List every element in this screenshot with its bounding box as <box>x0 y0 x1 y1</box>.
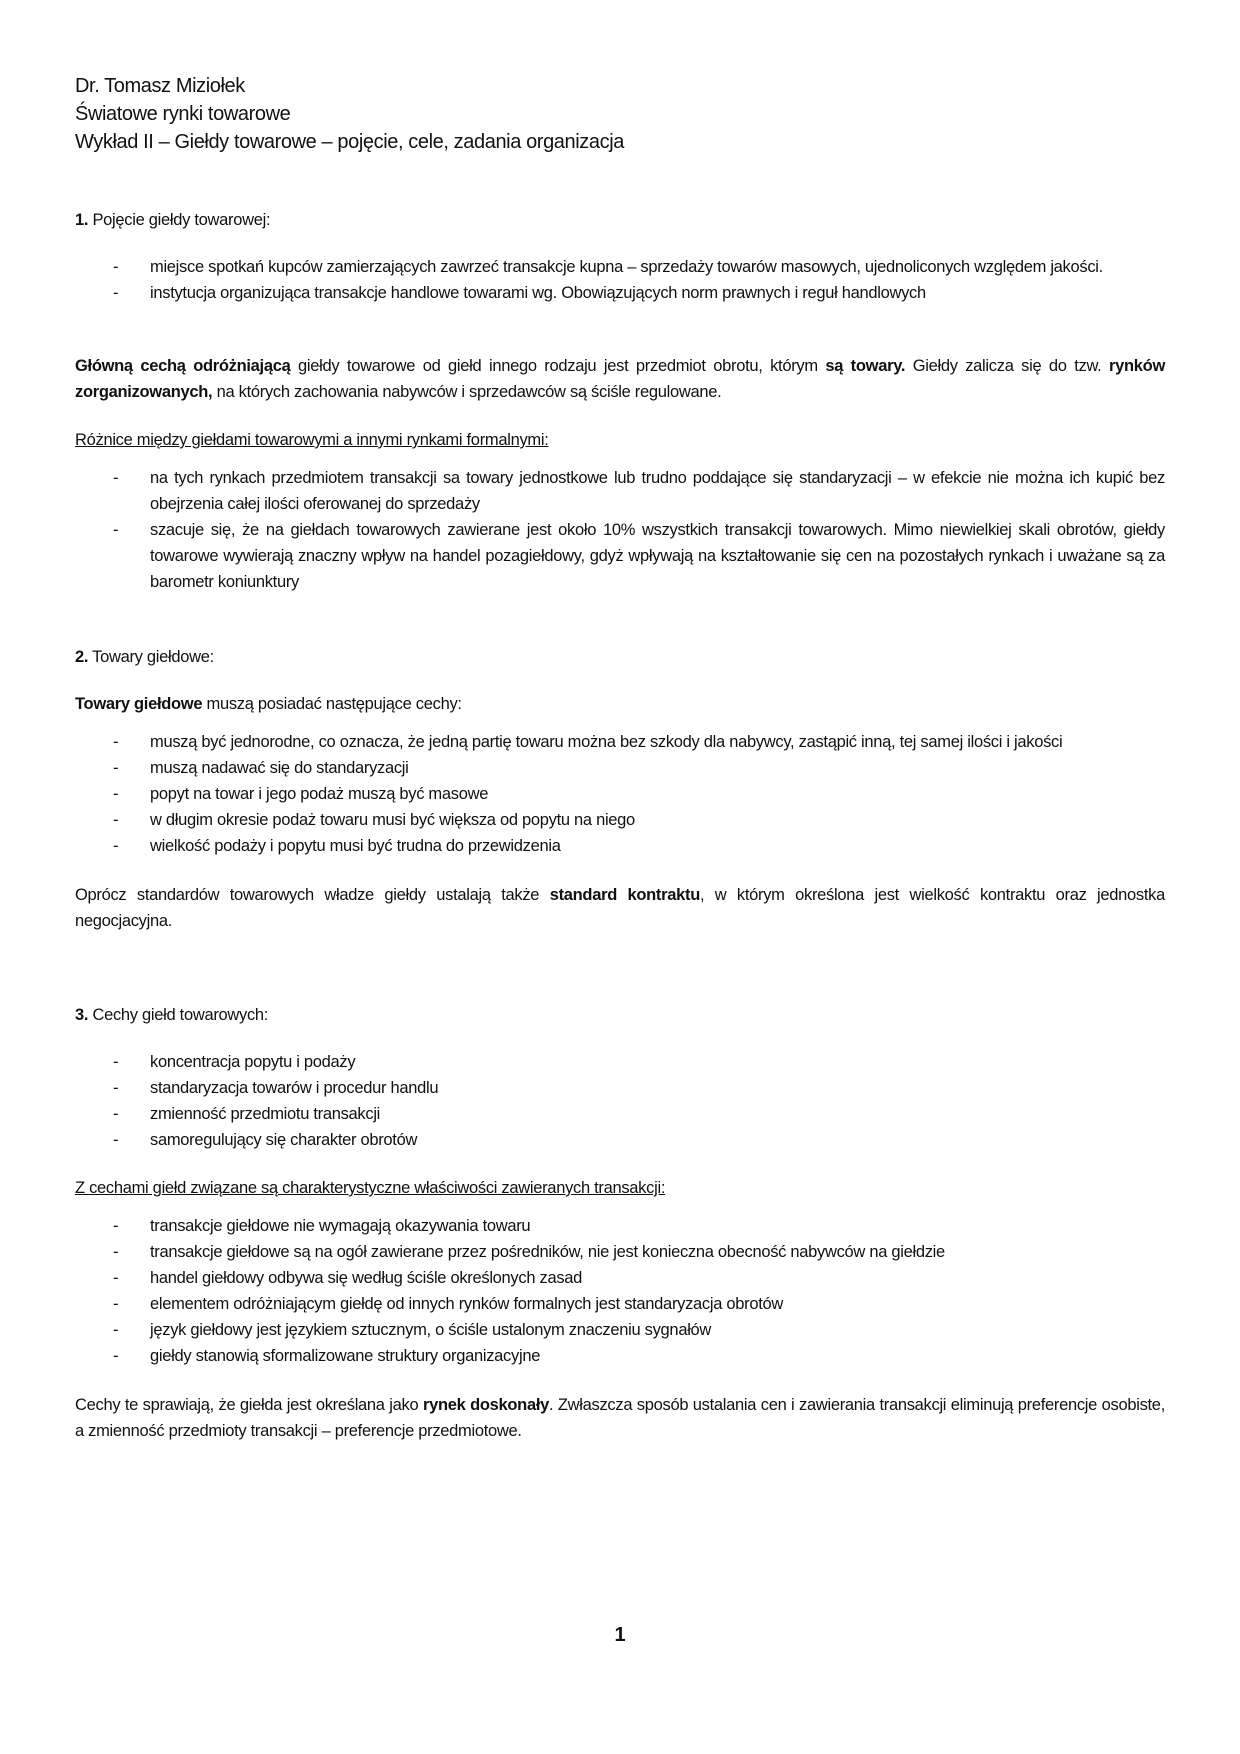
bullet-dash: - <box>113 837 119 855</box>
bullet-dash: - <box>113 521 119 539</box>
differences-bullets <box>75 465 1165 595</box>
bullet-dash: - <box>113 785 119 803</box>
document-header <box>75 72 1165 156</box>
bold-text: Główną cechą odróżniającą <box>75 357 291 375</box>
bullet-dash: - <box>113 759 119 777</box>
contract-standard-paragraph <box>75 882 1165 934</box>
list-item <box>75 1239 1165 1265</box>
bold-text: Towary giełdowe <box>75 695 203 713</box>
transactions-bullets <box>75 1213 1165 1369</box>
course-title: Światowe rynki towarowe <box>75 103 291 125</box>
page-number: 1 <box>614 1624 626 1646</box>
list-item-text: giełdy stanowią sformalizowane struktury organizacyjne <box>150 1347 541 1365</box>
underlined-heading: Z cechami giełd związane są charakterystyczne właściwości zawieranych transakcji: <box>75 1179 666 1197</box>
list-item-text: samoregulujący się charakter obrotów <box>150 1131 418 1149</box>
list-item <box>75 1317 1165 1343</box>
transactions-heading <box>75 1175 1165 1201</box>
text: giełdy towarowe od giełd innego rodzaju jest przedmiot obrotu, którym <box>290 357 826 375</box>
lecture-title: Wykład II – Giełdy towarowe – pojęcie, cele, zadania organizacja <box>75 131 624 153</box>
text: muszą posiadać następujące cechy: <box>202 695 462 713</box>
bullet-dash: - <box>113 469 119 487</box>
list-item <box>75 1291 1165 1317</box>
text: Giełdy zalicza się do tzw. <box>905 357 1110 375</box>
section-2-heading <box>75 644 1165 670</box>
author: Dr. Tomasz Miziołek <box>75 75 245 97</box>
bullet-dash: - <box>113 1217 119 1235</box>
bullet-dash: - <box>113 811 119 829</box>
list-item <box>75 729 1165 755</box>
list-item-text: wielkość podaży i popytu musi być trudna do przewidzenia <box>150 837 561 855</box>
bullet-dash: - <box>113 1269 119 1287</box>
main-feature-paragraph <box>75 353 1165 405</box>
bold-text: rynek doskonały <box>422 1396 549 1414</box>
section-number: 3. <box>75 1006 89 1024</box>
list-item-text: w długim okresie podaż towaru musi być większa od popytu na niego <box>150 811 635 829</box>
bullet-dash: - <box>113 1105 119 1123</box>
bullet-dash: - <box>113 258 119 276</box>
list-item <box>75 833 1165 859</box>
bullet-dash: - <box>113 1321 119 1339</box>
list-item-text: transakcje giełdowe są na ogół zawierane przez pośredników, nie jest konieczna obecność nabywców na giełdzie <box>150 1243 945 1261</box>
text: , w którym określona jest wielkość kontraktu oraz jednostka negocjacyjna. <box>75 886 1165 930</box>
section-1-bullets <box>75 254 1165 306</box>
underlined-heading: Różnice między giełdami towarowymi a innymi rynkami formalnymi: <box>75 431 549 449</box>
list-item-text: elementem odróżniającym giełdę od innych rynków formalnych jest standaryzacja obrotów <box>150 1295 783 1313</box>
list-item-text: muszą nadawać się do standaryzacji <box>150 759 409 777</box>
list-item-text: na tych rynkach przedmiotem transakcji sa towary jednostkowe lub trudno poddające się standaryzacji – w efekcie nie można ich kupić bez obejrzenia całej ilości oferowanej do sprzedaży <box>150 469 1165 513</box>
bold-text: rynków zorganizowanych, <box>75 357 1165 401</box>
text: Cechy te sprawiają, że giełda jest określana jako <box>75 1396 423 1414</box>
section-title: Cechy giełd towarowych: <box>92 1006 269 1024</box>
list-item-text: handel giełdowy odbywa się według ściśle określonych zasad <box>150 1269 583 1287</box>
list-item <box>75 781 1165 807</box>
list-item <box>75 1075 1165 1101</box>
list-item <box>75 1049 1165 1075</box>
bullet-dash: - <box>113 1079 119 1097</box>
list-item <box>75 1127 1165 1153</box>
bold-text: standard kontraktu <box>549 886 700 904</box>
list-item-text: transakcje giełdowe nie wymagają okazywania towaru <box>150 1217 531 1235</box>
list-item <box>75 254 1165 280</box>
section-title: Towary giełdowe: <box>92 648 214 666</box>
section-3-bullets <box>75 1049 1165 1153</box>
list-item-text: zmienność przedmiotu transakcji <box>150 1105 381 1123</box>
bullet-dash: - <box>113 1131 119 1149</box>
list-item-text: muszą być jednorodne, co oznacza, że jedną partię towaru można bez szkody dla nabywcy, zastąpić inną, tej samej ilości i jakości <box>150 733 1063 751</box>
list-item <box>75 465 1165 517</box>
bullet-dash: - <box>113 1347 119 1365</box>
text: . Zwłaszcza sposób ustalania cen i zawierania transakcji eliminują preferencje osobiste, a zmienność przedmioty transakcji – preferencje przedmiotowe. <box>75 1396 1165 1440</box>
list-item <box>75 755 1165 781</box>
perfect-market-paragraph <box>75 1392 1165 1444</box>
list-item <box>75 1343 1165 1369</box>
list-item-text: miejsce spotkań kupców zamierzających zawrzeć transakcje kupna – sprzedaży towarów masowych, ujednoliconych względem jakości. <box>150 258 1103 276</box>
bullet-dash: - <box>113 284 119 302</box>
list-item <box>75 807 1165 833</box>
bullet-dash: - <box>113 1053 119 1071</box>
section-number: 2. <box>75 648 89 666</box>
differences-heading <box>75 427 1165 453</box>
list-item-text: język giełdowy jest językiem sztucznym, o ściśle ustalonym znaczeniu sygnałów <box>150 1321 712 1339</box>
bold-text: są towary. <box>825 357 906 375</box>
list-item <box>75 1101 1165 1127</box>
list-item-text: koncentracja popytu i podaży <box>150 1053 356 1071</box>
list-item-text: szacuje się, że na giełdach towarowych zawierane jest około 10% wszystkich transakcji towarowych. Mimo niewielkiej skali obrotów, giełdy towarowe wywierają znaczny wpływ na handel pozagiełdowy, gdyż wpływają na kształtowanie się cen na pozostałych rynkach i uważane są za barometr koniunktury <box>150 521 1165 591</box>
text: Oprócz standardów towarowych władze giełdy ustalają także <box>75 886 550 904</box>
list-item <box>75 1265 1165 1291</box>
text: na których zachowania nabywców i sprzedawców są ściśle regulowane. <box>212 383 722 401</box>
list-item <box>75 280 1165 306</box>
section-2-bullets <box>75 729 1165 859</box>
section-1-heading <box>75 207 1165 233</box>
list-item <box>75 517 1165 595</box>
bullet-dash: - <box>113 1295 119 1313</box>
section-2-intro <box>75 691 1165 717</box>
section-3-heading <box>75 1002 1165 1028</box>
list-item <box>75 1213 1165 1239</box>
list-item-text: instytucja organizująca transakcje handlowe towarami wg. Obowiązujących norm prawnych i reguł handlowych <box>150 284 926 302</box>
list-item-text: popyt na towar i jego podaż muszą być masowe <box>150 785 489 803</box>
list-item-text: standaryzacja towarów i procedur handlu <box>150 1079 439 1097</box>
bullet-dash: - <box>113 733 119 751</box>
bullet-dash: - <box>113 1243 119 1261</box>
section-title: Pojęcie giełdy towarowej: <box>92 211 271 229</box>
section-number: 1. <box>75 211 89 229</box>
